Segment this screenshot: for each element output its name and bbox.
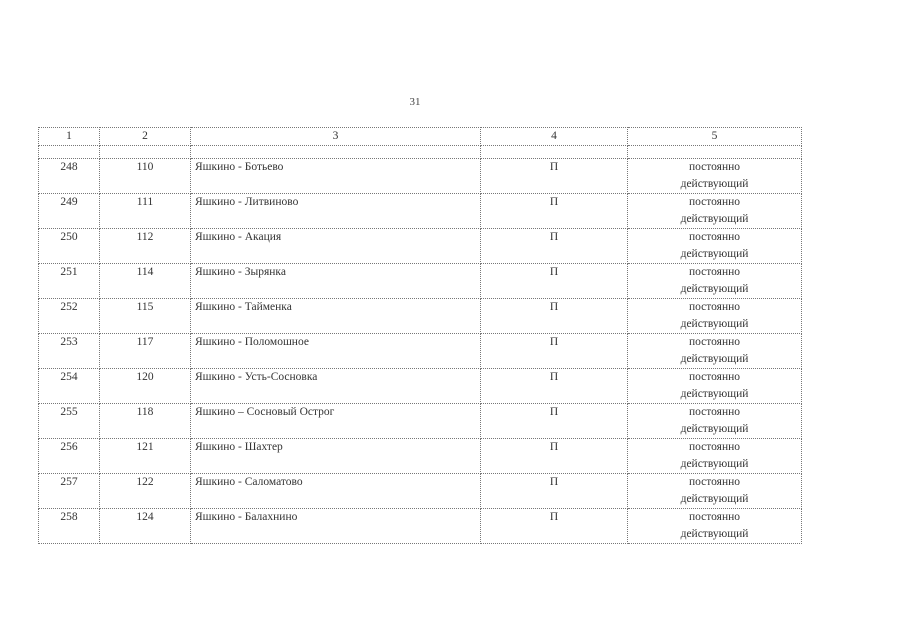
status-line: действующий [680,493,749,505]
route-type-cell: П [481,229,628,264]
status-line: постоянно [688,476,741,488]
status-line: постоянно [688,161,741,173]
route-status-cell [628,264,802,299]
table-row [39,474,802,509]
routes-table [38,127,802,544]
route-name-cell: Яшкино - Зырянка [191,264,481,299]
route-name-cell: Яшкино - Тайменка [191,299,481,334]
status-line: постоянно [688,511,741,523]
route-name-cell: Яшкино – Сосновый Острог [191,404,481,439]
status-line: действующий [680,353,749,365]
route-code-cell: 110 [100,159,191,194]
route-status-cell [628,509,802,544]
status-line: постоянно [688,231,741,243]
column-header: 3 [191,128,481,146]
route-code-cell: 117 [100,334,191,369]
row-number-cell: 249 [39,194,100,229]
route-name-cell: Яшкино - Акация [191,229,481,264]
route-status-cell [628,474,802,509]
row-number-cell: 258 [39,509,100,544]
status-line: постоянно [688,371,741,383]
route-code-cell: 120 [100,369,191,404]
route-type-cell: П [481,334,628,369]
table-row [39,334,802,369]
row-number-cell: 254 [39,369,100,404]
row-number-cell: 250 [39,229,100,264]
status-line: действующий [680,458,749,470]
route-type-cell: П [481,404,628,439]
route-code-cell: 118 [100,404,191,439]
page-number: 31 [409,96,421,108]
route-name-cell: Яшкино - Поломошное [191,334,481,369]
spacer-cell [39,146,100,159]
table-header-row [39,128,802,146]
table-row [39,264,802,299]
status-line: действующий [680,423,749,435]
status-line: постоянно [688,196,741,208]
route-type-cell: П [481,474,628,509]
table-row [39,299,802,334]
route-type-cell: П [481,299,628,334]
route-type-cell: П [481,439,628,474]
table-row [39,159,802,194]
column-header: 5 [628,128,802,146]
route-code-cell: 121 [100,439,191,474]
route-name-cell: Яшкино - Шахтер [191,439,481,474]
table-row [39,229,802,264]
row-number-cell: 255 [39,404,100,439]
row-number-cell: 253 [39,334,100,369]
row-number-cell: 248 [39,159,100,194]
status-line: действующий [680,283,749,295]
status-line: постоянно [688,336,741,348]
route-status-cell [628,229,802,264]
status-line: действующий [680,213,749,225]
route-status-cell [628,159,802,194]
route-type-cell: П [481,369,628,404]
table-row [39,404,802,439]
route-status-cell [628,404,802,439]
column-header: 1 [39,128,100,146]
route-type-cell: П [481,159,628,194]
route-name-cell: Яшкино - Балахнино [191,509,481,544]
route-code-cell: 115 [100,299,191,334]
route-name-cell: Яшкино - Саломатово [191,474,481,509]
status-line: действующий [680,248,749,260]
spacer-cell [628,146,802,159]
route-name-cell: Яшкино - Литвиново [191,194,481,229]
route-code-cell: 111 [100,194,191,229]
row-number-cell: 251 [39,264,100,299]
row-number-cell: 256 [39,439,100,474]
route-code-cell: 122 [100,474,191,509]
status-line: постоянно [688,406,741,418]
route-name-cell: Яшкино - Ботьево [191,159,481,194]
route-code-cell: 124 [100,509,191,544]
route-type-cell: П [481,509,628,544]
status-line: действующий [680,388,749,400]
route-type-cell: П [481,264,628,299]
route-code-cell: 112 [100,229,191,264]
table-row [39,194,802,229]
status-line: действующий [680,318,749,330]
route-status-cell [628,334,802,369]
route-code-cell: 114 [100,264,191,299]
status-line: постоянно [688,301,741,313]
route-type-cell: П [481,194,628,229]
table-row [39,369,802,404]
table-body [39,159,802,544]
column-header: 2 [100,128,191,146]
status-line: постоянно [688,266,741,278]
status-line: действующий [680,528,749,540]
column-header: 4 [481,128,628,146]
row-number-cell: 257 [39,474,100,509]
spacer-cell [100,146,191,159]
status-line: постоянно [688,441,741,453]
route-name-cell: Яшкино - Усть-Сосновка [191,369,481,404]
route-status-cell [628,369,802,404]
row-number-cell: 252 [39,299,100,334]
route-status-cell [628,299,802,334]
table-spacer-row [39,146,802,159]
status-line: действующий [680,178,749,190]
table-row [39,439,802,474]
table-row [39,509,802,544]
route-status-cell [628,194,802,229]
route-status-cell [628,439,802,474]
spacer-cell [191,146,481,159]
spacer-cell [481,146,628,159]
